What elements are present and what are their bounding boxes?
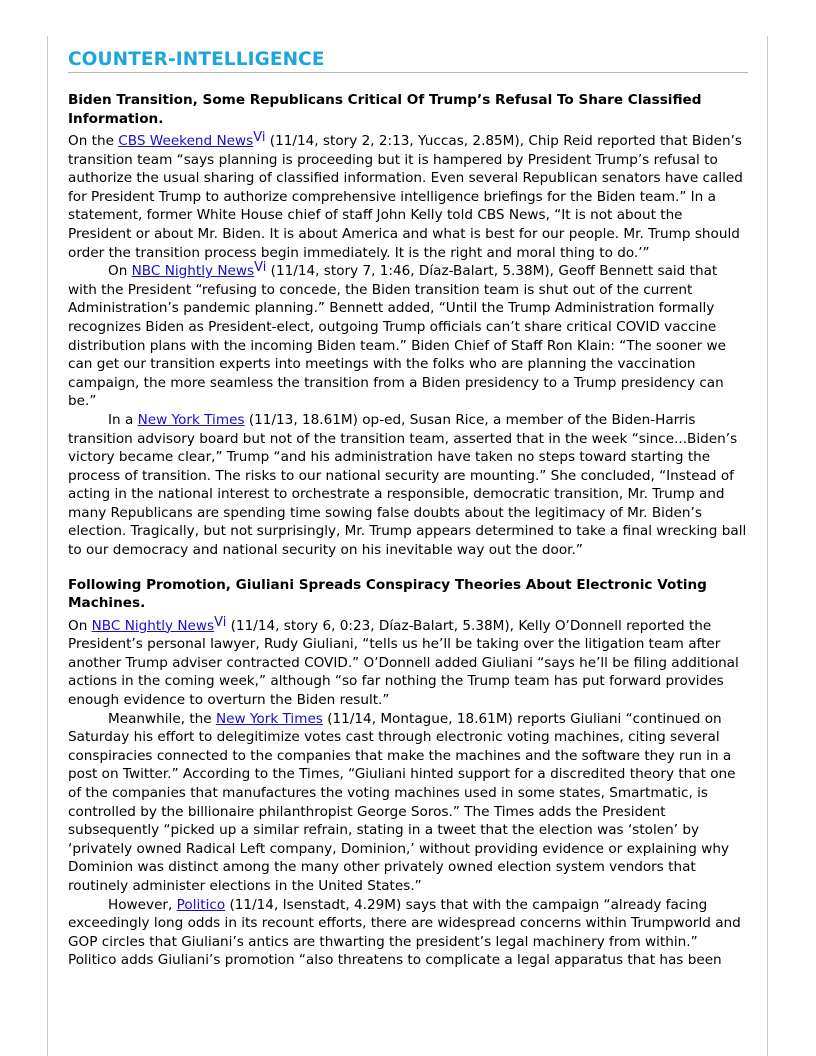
source-link-cbs-weekend-news[interactable]: CBS Weekend News <box>118 133 254 149</box>
paragraph-lead: However, <box>108 896 177 913</box>
article <box>68 576 748 970</box>
article-paragraph <box>68 132 748 262</box>
source-link-new-york-times[interactable]: New York Times <box>215 710 323 727</box>
paragraph-text: (11/14, Isenstadt, 4.29M) says that with the campaign “already facing exceedingly long odds in its recount efforts, there are widespread concerns within Trumpworld and GOP circles that Giuliani’s antics are thwarting the president’s legal machinery from within.” Politico adds Giuliani’s promotion “also threatens to complicate a legal apparatus that has been <box>68 896 741 969</box>
paragraph-lead: Meanwhile, the <box>108 710 216 727</box>
paragraph-lead: On <box>68 617 92 634</box>
article-headline: Biden Transition, Some Republicans Critical Of Trump’s Refusal To Share Classified Information. <box>68 92 702 127</box>
video-indicator[interactable]: Vi <box>214 614 227 630</box>
right-margin-rule <box>767 36 768 1056</box>
article-paragraph <box>68 411 748 560</box>
article-paragraph <box>68 262 748 411</box>
article-headline: Following Promotion, Giuliani Spreads Conspiracy Theories About Electronic Voting Machines. <box>68 576 707 612</box>
paragraph-lead: On <box>108 263 132 280</box>
video-indicator[interactable]: Vi <box>253 130 266 145</box>
paragraph-text: (11/13, 18.61M) op-ed, Susan Rice, a member of the Biden-Harris transition advisory board but not of the transition team, asserted that in the week “since...Biden’s victory became clear,” Trump “and his administration have taken no steps toward starting the process of transition. The risks to our national security are mounting.” She concluded, “Instead of acting in the national interest to orchestrate a responsible, democratic transition, Mr. Trump and many Republicans are spending time sowing false doubts about the legitimacy of Mr. Biden’s election. Tragically, but not surprisingly, Mr. Trump appears determined to take a final wrecking ball to our democracy and national security on his inevitable way out the door.” <box>68 411 747 559</box>
document-page <box>68 48 748 970</box>
video-indicator[interactable]: Vi <box>254 260 267 276</box>
article-paragraph <box>68 614 748 710</box>
paragraph-lead: In a <box>108 411 138 428</box>
paragraph-text: (11/14, story 2, 2:13, Yuccas, 2.85M), Chip Reid reported that Biden’s transition team “says planning is proceeding but it is hampered by President Trump’s refusal to authorize the usual sharing of classified information. Even several Republican senators have called for President Trump to authorize comprehensive intelligence briefings for the Biden team.” In a statement, former White House chief of staff John Kelly told CBS News, “It is not about the President or about Mr. Biden. It is about America and what is best for our people. Mr. Trump should order the transition process begin immediately. It is the right and moral thing to do.’” <box>68 133 743 261</box>
left-margin-rule <box>47 36 48 1056</box>
paragraph-text: (11/14, story 6, 0:23, Díaz-Balart, 5.38M), Kelly O’Donnell reported the President’s personal lawyer, Rudy Giuliani, “tells us he’ll be taking over the litigation team after another Trump adviser contracted COVID.” O’Donnell added Giuliani “says he’ll be filing additional actions in the coming week,” although “so far nothing the Trump team has put forward provides enough evidence to overturn the Biden result.” <box>68 617 739 709</box>
source-link-new-york-times[interactable]: New York Times <box>137 411 245 428</box>
paragraph-text: (11/14, Montague, 18.61M) reports Giuliani “continued on Saturday his effort to delegitimize votes cast through electronic voting machines, citing several conspiracies connected to the companies that make the machines and the software they run in a post on Twitter.” According to the Times, “Giuliani hinted support for a discredited theory that one of the companies that manufactures the voting machines used in some states, Smartmatic, is controlled by the billionaire philanthropist George Soros.” The Times adds the President subsequently “picked up a similar refrain, stating in a tweet that the election was ‘stolen’ by ‘privately owned Radical Left company, Dominion,’ without providing evidence or explaining why Dominion was distinct among the many other privately owned election system vendors that routinely administer elections in the United States.” <box>68 710 736 894</box>
article <box>68 91 748 560</box>
source-link-politico[interactable]: Politico <box>176 896 226 913</box>
paragraph-text: (11/14, story 7, 1:46, Díaz-Balart, 5.38M), Geoff Bennett said that with the President “refusing to concede, the Biden transition team is shut out of the current Administration’s pandemic planning.” Bennett added, “Until the Trump Administration formally recognizes Biden as President-elect, outgoing Trump officials can’t share critical COVID vaccine distribution plans with the incoming Biden team.” Biden Chief of Staff Ron Klain: “The sooner we can get our transition experts into meetings with the folks who are planning the vaccination campaign, the more seamless the transition from a Biden presidency to a Trump presidency can be.” <box>68 263 727 410</box>
paragraph-lead: On the <box>68 133 119 149</box>
source-link-nbc-nightly-news[interactable]: NBC Nightly News <box>91 617 215 634</box>
source-link-nbc-nightly-news[interactable]: NBC Nightly News <box>131 263 255 280</box>
article-paragraph <box>68 710 748 896</box>
article-paragraph <box>68 896 748 970</box>
section-title: COUNTER-INTELLIGENCE <box>68 48 748 73</box>
